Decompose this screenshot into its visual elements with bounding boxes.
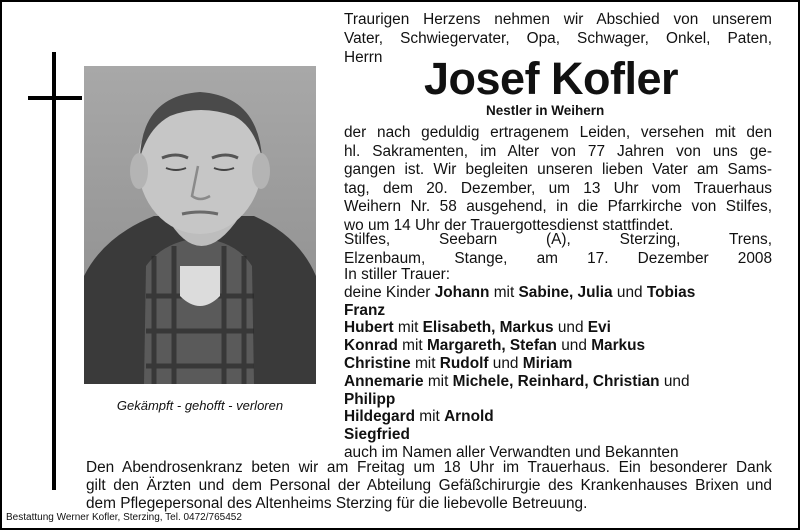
portrait-photo: [84, 66, 316, 384]
announcement-line: tag, dem 20. Dezember, um 13 Uhr vom Trauerhaus: [344, 179, 772, 197]
intro-line: Vater, Schwiegervater, Opa, Schwager, Onkel, Paten,: [344, 30, 772, 47]
mourner-connector: und: [488, 354, 523, 372]
mourner-connector: und: [659, 372, 690, 390]
mourner-name: Johann: [434, 283, 490, 301]
mourner-name: Michele, Reinhard, Christian: [452, 372, 660, 390]
photo-caption: Gekämpft - gehofft - verloren: [116, 398, 284, 413]
announcement-line: hl. Sakramenten, im Alter von 77 Jahren von uns ge-: [344, 142, 772, 160]
mourner-connector: mit: [393, 319, 423, 337]
footer-line: gilt den Ärzten und dem Personal der Abteilung Gefäßchirurgie des Krankenhauses Brixen und: [86, 476, 772, 494]
announcement-line: gangen ist. Wir begleiten unseren lieben Vater am Sams-: [344, 161, 772, 179]
cross-icon: [52, 52, 56, 490]
announcement-line: Weihern Nr. 58 ausgehend, in die Pfarrkirche von Stilfes,: [344, 198, 772, 216]
announcement-line: wo um 14 Uhr der Trauergottesdienst stattfindet.: [344, 216, 674, 234]
mourner-name: Franz: [344, 301, 386, 319]
mourner-name: Annemarie: [344, 372, 424, 390]
mourners-closing: auch im Namen aller Verwandten und Bekannten: [344, 443, 679, 461]
cross-icon-bar: [28, 96, 82, 100]
mourner-name: Evi: [587, 319, 611, 337]
footer-line: dem Pflegepersonal des Altenheims Sterzing für die liebevolle Betreuung.: [86, 494, 588, 512]
undertaker-credit: Bestattung Werner Kofler, Sterzing, Tel. 0472/765452: [6, 512, 242, 523]
mourner-name: Christine: [344, 354, 411, 372]
announcement-text: [344, 124, 772, 236]
mourner-line: [344, 355, 774, 373]
mourner-line: [344, 337, 774, 355]
mourner-name: Tobias: [646, 283, 696, 301]
mourner-name: Arnold: [444, 408, 494, 426]
mourner-line: [344, 284, 774, 302]
deceased-name: Josef Kofler: [424, 53, 679, 104]
mourner-line: [344, 408, 774, 426]
intro-line: Traurigen Herzens nehmen wir Abschied von unserem: [344, 11, 772, 28]
mourner-name: Hildegard: [344, 408, 415, 426]
mourner-line: [344, 302, 774, 320]
mourner-connector: mit: [489, 283, 519, 301]
footer-line: Den Abendrosenkranz beten wir am Freitag um 18 Uhr im Trauerhaus. Ein besonderer Dank: [86, 459, 772, 476]
mourner-line: [344, 319, 774, 337]
intro-line: Herrn: [344, 49, 383, 66]
mourner-prefix: deine Kinder: [344, 283, 435, 301]
mourner-connector: und: [612, 283, 647, 301]
mourner-connector: und: [553, 319, 588, 337]
mourner-name: Siegfried: [344, 426, 410, 444]
mourner-name: Rudolf: [439, 354, 489, 372]
mourner-name: Philipp: [344, 390, 396, 408]
mourner-connector: mit: [423, 372, 453, 390]
mourner-line: [344, 373, 774, 391]
mourner-line: [344, 426, 774, 444]
places-line: Stilfes, Seebarn (A), Sterzing, Trens,: [344, 231, 772, 248]
mourner-connector: mit: [397, 337, 427, 355]
mourners-heading: In stiller Trauer:: [344, 266, 451, 283]
mourner-connector: mit: [410, 354, 440, 372]
announcement-line: der nach geduldig ertragenem Leiden, versehen mit den: [344, 124, 772, 141]
mourner-name: Margareth, Stefan: [426, 337, 557, 355]
mourner-line: [344, 391, 774, 409]
deceased-subtitle: Nestler in Weihern: [486, 103, 605, 118]
mourner-name: Elisabeth, Markus: [422, 319, 554, 337]
mourner-connector: und: [556, 337, 592, 355]
mourner-name: Miriam: [522, 354, 573, 372]
mourners-list: [344, 266, 774, 462]
mourner-name: Markus: [591, 337, 646, 355]
places-line: Elzenbaum, Stange, am 17. Dezember 2008: [344, 250, 772, 267]
mourner-name: Konrad: [344, 337, 398, 355]
places-date: [344, 230, 772, 268]
mourner-connector: mit: [414, 408, 445, 426]
mourner-name: Hubert: [344, 319, 394, 337]
footer-text: [86, 459, 772, 512]
mourner-name: Sabine, Julia: [518, 283, 613, 301]
